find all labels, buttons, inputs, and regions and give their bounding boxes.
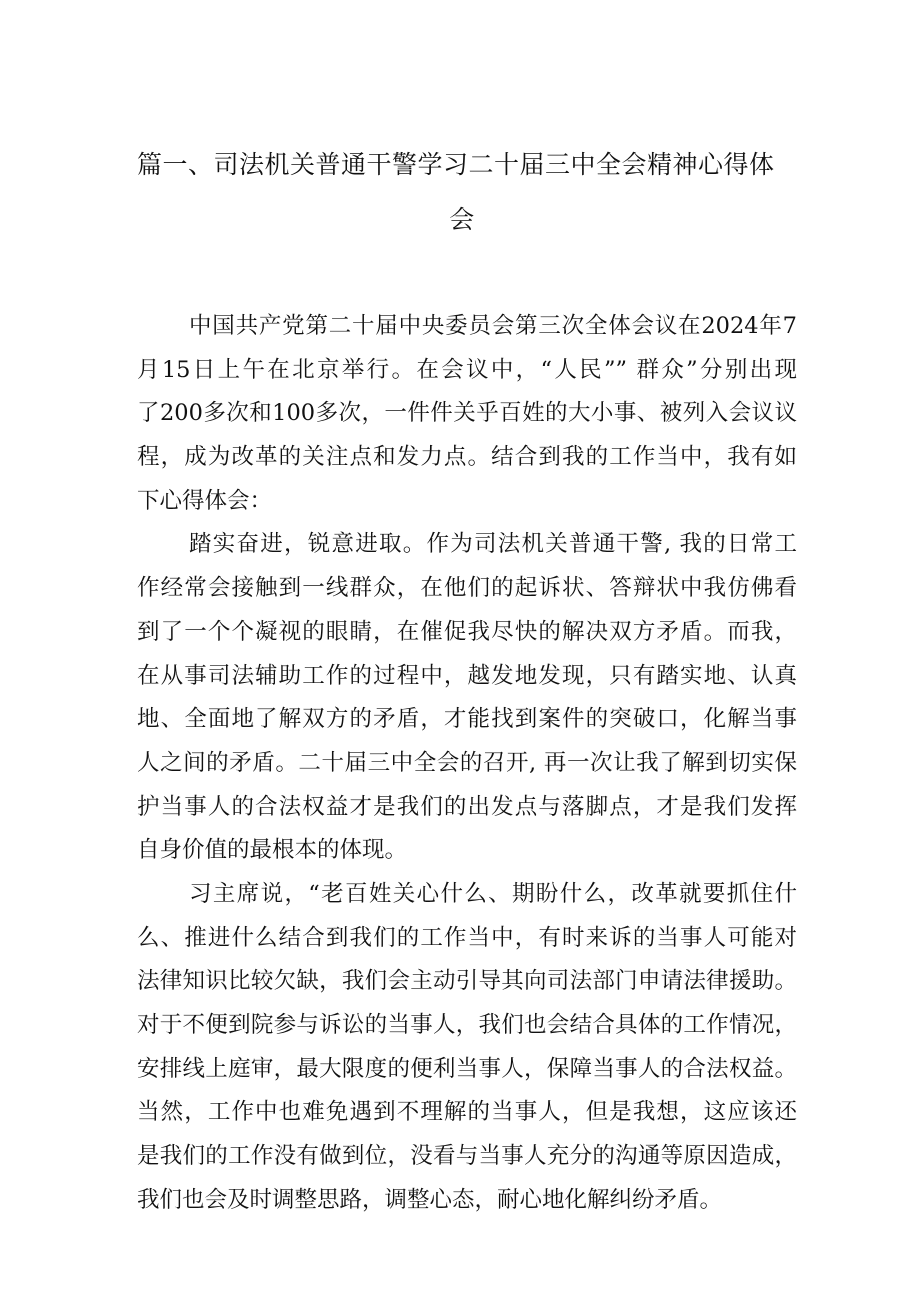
paragraph-2 — [137, 523, 797, 873]
paragraph-3 — [137, 873, 797, 1223]
paragraph-line: 是我们的工作没有做到位，没看与当事人充分的沟通等原因造成， — [137, 1143, 797, 1170]
paragraph-line: 安排线上庭审，最大限度的便利当事人，保障当事人的合法权益。 — [137, 1055, 797, 1082]
paragraph-1 — [137, 305, 797, 523]
paragraph-line: 我们也会及时调整思路，调整心态，耐心地化解纠纷矛盾。 — [137, 1186, 723, 1213]
paragraph-line: 么、推进什么结合到我们的工作当中，有时来诉的当事人可能对 — [137, 924, 797, 951]
document-title-line-2: 会 — [449, 205, 475, 234]
paragraph-line: 地、全面地了解双方的矛盾，才能找到案件的突破口，化解当事 — [137, 706, 797, 733]
paragraph-line: 在从事司法辅助工作的过程中，越发地发现，只有踏实地、认真 — [137, 662, 797, 689]
paragraph-line: 人之间的矛盾。二十届三中全会的召开, 再一次让我了解到切实保 — [137, 749, 797, 776]
paragraph-line: 下心得体会： — [137, 487, 273, 514]
document-title-line-1: 篇一、司法机关普通干警学习二十届三中全会精神心得体 — [137, 150, 775, 179]
paragraph-line: 习主席说，“老百姓关心什么、期盼什么，改革就要抓住什 — [189, 880, 797, 907]
paragraph-line: 当然，工作中也难免遇到不理解的当事人，但是我想，这应该还 — [137, 1099, 797, 1126]
paragraph-line: 踏实奋进，锐意进取。作为司法机关普通干警, 我的日常工 — [189, 531, 797, 558]
document-body — [137, 305, 797, 1222]
paragraph-line: 程，成为改革的关注点和发力点。结合到我的工作当中，我有如 — [137, 444, 797, 471]
paragraph-line: 自身价值的最根本的体现。 — [137, 837, 408, 864]
paragraph-line: 护当事人的合法权益才是我们的出发点与落脚点，才是我们发挥 — [137, 793, 797, 820]
paragraph-line: 对于不便到院参与诉讼的当事人，我们也会结合具体的工作情况， — [137, 1012, 797, 1038]
paragraph-line: 了200多次和100多次，一件件关乎百姓的大小事、被列入会议议 — [137, 400, 797, 427]
paragraph-line: 作经常会接触到一线群众，在他们的起诉状、答辩状中我仿佛看 — [137, 575, 797, 602]
paragraph-line: 到了一个个凝视的眼睛，在催促我尽快的解决双方矛盾。而我， — [137, 618, 797, 645]
paragraph-line: 月15日上午在北京举行。在会议中，“人民”” 群众”分别出现 — [137, 356, 797, 383]
paragraph-line: 中国共产党第二十届中央委员会第三次全体会议在2024年7 — [189, 313, 797, 339]
paragraph-line: 法律知识比较欠缺，我们会主动引导其向司法部门申请法律援助。 — [137, 968, 797, 995]
